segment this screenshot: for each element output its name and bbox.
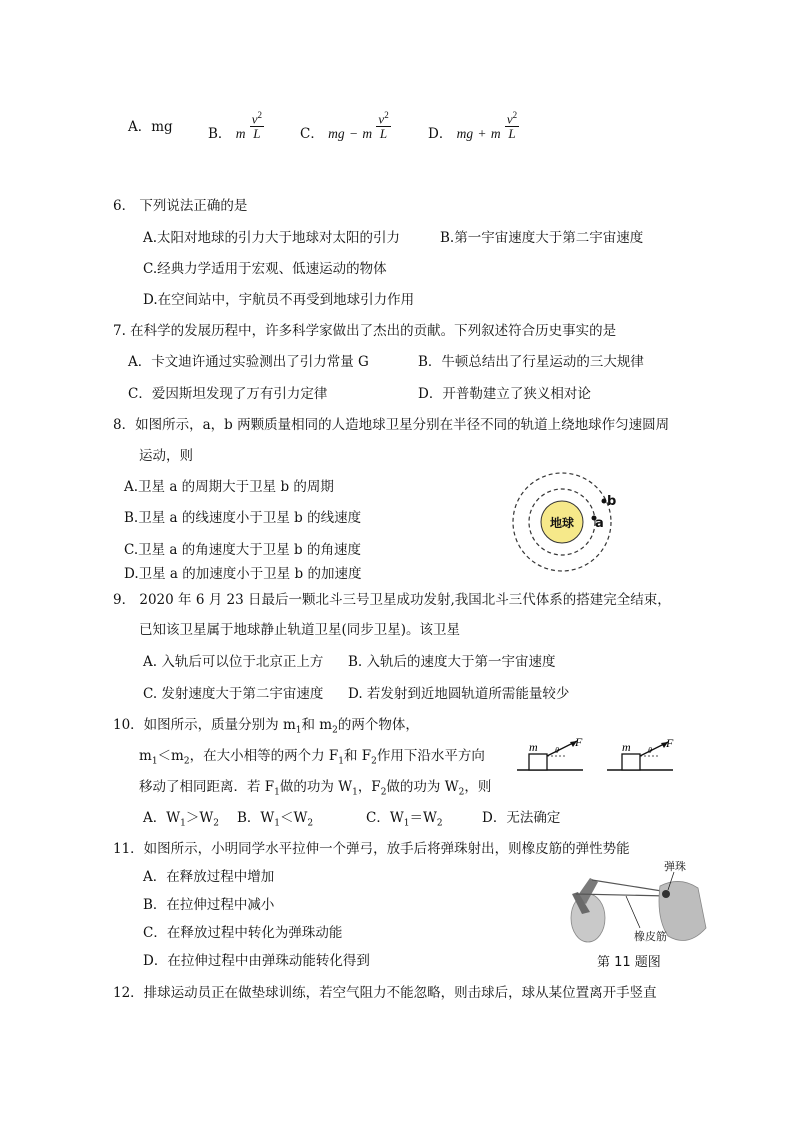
q9-option-b: B. 入轨后的速度大于第一宇宙速度 <box>348 654 556 670</box>
q9-option-c: C. 发射速度大于第二宇宙速度 <box>143 686 324 702</box>
q5-option-b-label: B． <box>208 126 232 143</box>
q10-option-b: B．$W_1<W_2$ <box>237 810 314 829</box>
band-label: 橡皮筋 <box>634 930 667 943</box>
q5-m: m <box>490 126 501 142</box>
bead-label: 弹珠 <box>664 860 686 873</box>
angle-theta-right: θ <box>648 746 652 755</box>
q11-slingshot-photo <box>568 858 708 952</box>
q6-option-c: C.经典力学适用于宏观、低速运动的物体 <box>143 261 387 277</box>
q5-mg: mg <box>456 126 474 142</box>
force-f2-label: F <box>666 736 674 750</box>
q7-stem: 7. 在科学的发展历程中，许多科学家做出了杰出的贡献。下列叙述符合历史事实的是 <box>113 323 617 339</box>
earth-label: 地球 <box>549 516 575 530</box>
q8-stem-line1: 8．如图所示，a，b 两颗质量相同的人造地球卫星分别在半径不同的轨道上绕地球作匀速圆周 <box>113 417 670 433</box>
q5-m: m <box>362 126 373 142</box>
block-m1-label: m <box>529 740 538 754</box>
q11-option-c: C．在释放过程中转化为弹珠动能 <box>143 925 343 941</box>
q5-option-d-label: D． <box>428 126 453 143</box>
q11-option-a: A．在释放过程中增加 <box>143 869 275 885</box>
q5-fraction: $\frac{v^2}{L}$ <box>378 110 389 142</box>
q6-option-d: D.在空间站中，宇航员不再受到地球引力作用 <box>143 292 415 308</box>
satellite-a-label: a <box>595 516 604 531</box>
block-m1 <box>529 754 547 770</box>
angle-theta-left: θ <box>555 746 559 755</box>
q10-option-c: C．$W_1=W_2$ <box>366 810 443 829</box>
q5-option-c-label: C． <box>300 126 324 143</box>
q9-option-a: A. 入轨后可以位于北京正上方 <box>143 654 324 670</box>
q8-orbit-figure <box>508 470 618 580</box>
slingshot-bead <box>662 890 670 898</box>
q11-option-d: D．在拉伸过程中由弹珠动能转化得到 <box>143 953 370 969</box>
q5-option-a: A．mg <box>128 119 173 135</box>
q7-option-a: A．卡文迪许通过实验测出了引力常量 G <box>128 354 369 370</box>
q5-plus: + <box>477 126 487 142</box>
q7-option-d: D．开普勒建立了狭义相对论 <box>418 386 591 402</box>
q8-option-d: D.卫星 a 的加速度小于卫星 b 的加速度 <box>124 566 362 582</box>
q11-stem: 11．如图所示，小明同学水平拉伸一个弹弓，放手后将弹珠射出，则橡皮筋的弹性势能 <box>113 841 630 857</box>
q5-fraction: $\frac{v^2}{L}$ <box>251 110 263 142</box>
q11-figure-caption: 第 11 题图 <box>597 955 661 970</box>
q9-stem-line2: 已知该卫星属于地球静止轨道卫星(同步卫星)。该卫星 <box>139 622 461 638</box>
q6-stem: 6． 下列说法正确的是 <box>113 198 248 214</box>
force-f1-label: F <box>575 735 583 749</box>
q9-option-d: D. 若发射到近地圆轨道所需能量较少 <box>348 686 570 702</box>
q8-option-b: B.卫星 a 的线速度小于卫星 b 的线速度 <box>124 510 362 526</box>
q10-stem-line3: 移动了相同距离．若 $F_1$做的功为 $W_1$，$F_2$做的功为 $W_2$，则 <box>139 779 492 798</box>
q10-option-a: A．$W_1>W_2$ <box>143 810 219 829</box>
q12-stem: 12．排球运动员正在做垫球训练，若空气阻力不能忽略，则击球后，球从某位置离开手竖直 <box>113 985 657 1001</box>
q10-blocks-figure <box>515 732 675 776</box>
q5-mg: mg <box>328 126 345 142</box>
q6-option-a: A.太阳对地球的引力大于地球对太阳的引力 <box>143 230 401 246</box>
q11-option-b: B．在拉伸过程中减小 <box>143 897 275 913</box>
q8-stem-line2: 运动，则 <box>139 448 193 464</box>
q10-stem-line2: $m_1<m_2$，在大小相等的两个力 $F_1$和 $F_2$作用下沿水平方向 <box>139 748 485 767</box>
q9-stem-line1: 9． 2020 年 6 月 23 日最后一颗北斗三号卫星成功发射,我国北斗三代体系的搭建完全结束， <box>113 592 671 608</box>
q5-minus: − <box>348 126 359 142</box>
q7-option-c: C．爱因斯坦发现了万有引力定律 <box>128 386 328 402</box>
q8-option-a: A.卫星 a 的周期大于卫星 b 的周期 <box>124 479 334 495</box>
q8-option-c: C.卫星 a 的角速度大于卫星 b 的角速度 <box>124 542 361 558</box>
block-m2 <box>622 754 640 770</box>
satellite-b-label: b <box>607 494 617 509</box>
q5-m: m <box>235 126 246 142</box>
q5-option-b <box>208 108 264 148</box>
q5-option-c <box>300 108 391 148</box>
q5-fraction: $\frac{v^2}{L}$ <box>506 110 518 142</box>
q10-option-d: D．无法确定 <box>482 810 561 826</box>
q5-option-d <box>428 108 519 148</box>
block-m2-label: m <box>622 740 631 754</box>
q10-stem-line1: 10．如图所示，质量分别为 $m_1$和 $m_2$的两个物体， <box>113 717 419 736</box>
q7-option-b: B．牛顿总结出了行星运动的三大规律 <box>418 354 644 370</box>
q6-option-b: B.第一宇宙速度大于第二宇宙速度 <box>440 230 644 246</box>
satellite-b <box>602 499 607 504</box>
